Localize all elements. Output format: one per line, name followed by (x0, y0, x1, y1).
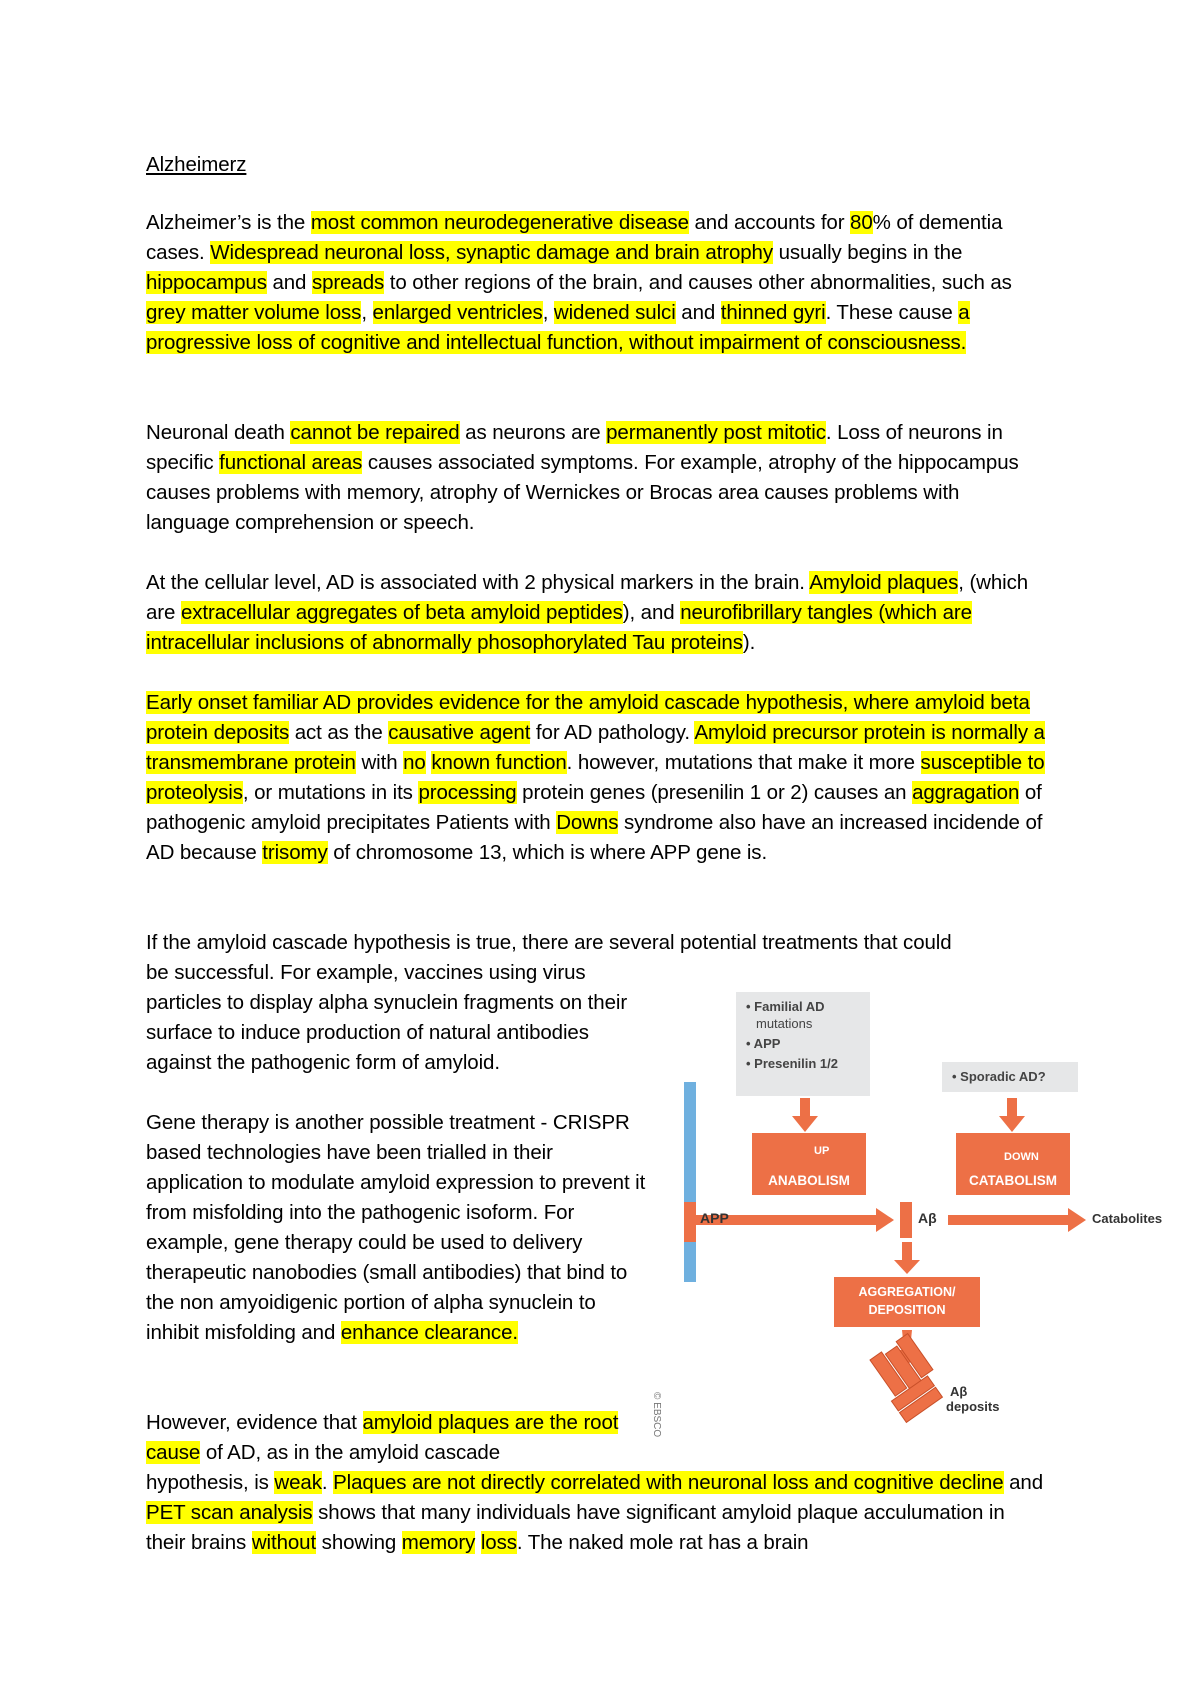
text-run: Gene therapy is another possible treatment - CRISPR based technologies have been trialled in their application to modulate amyloid expression to prevent it from misfolding into the pathogenic isoform. For example, gene therapy could be used to delivery therapeutic nanobodies (small antibodies) that bind to the non amyoidigenic portion of alpha synuclein to inhibit misfolding and (146, 1111, 646, 1344)
text-run: , (361, 301, 373, 324)
text-run: for AD pathology. (530, 721, 695, 744)
highlighted-text: 80 (850, 211, 873, 234)
paragraph-text (146, 1108, 646, 1348)
highlighted-text: causative agent (388, 721, 531, 744)
text-run: with (355, 751, 404, 774)
highlighted-text: Plaques are not directly correlated with neuronal loss and cognitive decline (333, 1471, 1004, 1494)
highlighted-text: no (403, 751, 426, 774)
highlighted-text: widened sulci (553, 301, 676, 324)
abeta-deposits-cluster (865, 1334, 949, 1423)
text-run: and (1003, 1471, 1044, 1494)
paragraph-text (146, 958, 646, 1078)
highlighted-text: a progressive loss of cognitive and intellectual function, without impairment of consciousness. (146, 301, 970, 354)
text-run: syndrome also have an increased incidende of AD because (146, 811, 1043, 864)
text-run: , (542, 301, 554, 324)
paragraph-text (146, 568, 1046, 658)
highlighted-text: grey matter volume loss (146, 301, 362, 324)
arrow-catabolites-shaft (948, 1215, 1068, 1225)
text-run: , (which are (146, 571, 1029, 624)
paragraph-early-onset (146, 688, 1046, 868)
highlighted-text: extracellular aggregates of beta amyloid peptides (180, 601, 623, 624)
paragraph-evidence-rest (146, 1468, 1046, 1558)
highlighted-text: loss (480, 1531, 517, 1554)
text-run: . however, mutations that make it more (566, 751, 921, 774)
paragraph-text (146, 208, 1046, 358)
copyright-label: © EBSCO (651, 1392, 662, 1438)
paragraph-intro (146, 208, 1046, 358)
text-run: and accounts for (688, 211, 851, 234)
text-run: as neurons are (459, 421, 607, 444)
highlighted-text: aggragation (912, 781, 1020, 804)
text-run: . (321, 1471, 334, 1494)
text-run: be successful. For example, vaccines using virus particles to display alpha synuclein fragments on their surface to induce production of natural antibodies against the pathogenic form of amyloid. (146, 961, 628, 1074)
highlighted-text: most common neurodegenerative disease (310, 211, 689, 234)
highlighted-text: enlarged ventricles (372, 301, 543, 324)
aggregation-deposition-box: AGGREGATION/ DEPOSITION (834, 1277, 980, 1327)
text-run: However, evidence that (146, 1411, 363, 1434)
text-run: of chromosome 13, which is where APP gene is. (327, 841, 768, 864)
text-run: showing (316, 1531, 402, 1554)
amyloid-cascade-figure (651, 990, 1190, 1438)
paragraph-text (146, 1468, 1046, 1558)
highlighted-text: neurofibrillary tangles (which are intracellular inclusions of abnormally phosophorylated Tau proteins (146, 601, 972, 654)
text-run: protein genes (presenilin 1 or 2) causes an (516, 781, 913, 804)
highlighted-text: permanently post mitotic (606, 421, 826, 444)
highlighted-text: memory (401, 1531, 476, 1554)
highlighted-text: PET scan analysis (146, 1501, 313, 1524)
text-run: shows that many individuals have significant amyloid plaque acculumation in their brains (146, 1501, 1005, 1554)
arrow-aggregation-shaft (902, 1242, 912, 1260)
paragraph-text-first-line: If the amyloid cascade hypothesis is true, there are several potential treatments that could (146, 931, 952, 954)
highlighted-text: Early onset familiar AD provides evidence for the amyloid cascade hypothesis, where amyloid beta protein deposits (146, 691, 1030, 744)
text-run: , or mutations in its (242, 781, 419, 804)
text-run: and (266, 271, 312, 294)
highlighted-text: Amyloid precursor protein is normally a transmembrane protein (146, 721, 1045, 774)
text-run: of AD, as in the amyloid cascade (200, 1441, 501, 1464)
arrow-sporadic-shaft (1007, 1098, 1017, 1116)
text-run: At the cellular level, AD is associated with 2 physical markers in the brain. (146, 571, 810, 594)
paragraph-treatments (146, 928, 1046, 958)
highlighted-text: thinned gyri (720, 301, 826, 324)
catabolism-box: DOWN CATABOLISM (956, 1133, 1070, 1195)
document-title: Alzheimerz (146, 153, 247, 176)
highlighted-text: processing (418, 781, 517, 804)
highlighted-text: weak (274, 1471, 322, 1494)
highlighted-text: without (251, 1531, 317, 1554)
app-segment (684, 1202, 696, 1242)
highlighted-text: enhance clearance. (340, 1321, 518, 1344)
text-run: . Loss of neurons in specific (146, 421, 1003, 474)
text-run: causes associated symptoms. For example, atrophy of the hippocampus causes problems with memory, atrophy of Wernickes or Brocas area causes problems with language comprehension or speech. (146, 451, 1019, 534)
text-run: . The naked mole rat has a brain (516, 1531, 809, 1554)
membrane-bar (684, 1082, 696, 1282)
highlighted-text: functional areas (219, 451, 363, 474)
paragraph-evidence-start (146, 1408, 646, 1468)
paragraph-gene-therapy (146, 1108, 646, 1348)
app-label: APP (700, 1210, 729, 1226)
paragraph-text (146, 1408, 646, 1468)
arrow-catabolites-head (1068, 1208, 1086, 1232)
text-run: Alzheimer’s is the (146, 211, 311, 234)
highlighted-text: cannot be repaired (290, 421, 460, 444)
text-run: usually begins in the (773, 241, 963, 264)
text-run: Neuronal death (146, 421, 291, 444)
highlighted-text: spreads (311, 271, 385, 294)
paragraph-text (146, 418, 1046, 538)
arrow-aggregation-head (894, 1260, 920, 1274)
highlighted-text: known function (431, 751, 567, 774)
abeta-label: Aβ (918, 1210, 937, 1226)
paragraph-neuronal-death (146, 418, 1046, 538)
catabolites-label: Catabolites (1092, 1211, 1163, 1226)
text-run: to other regions of the brain, and causes other abnormalities, such as (384, 271, 1012, 294)
text-run: and (675, 301, 721, 324)
highlighted-text: Widespread neuronal loss, synaptic damage and brain atrophy (210, 241, 773, 264)
sporadic-ad-box: • Sporadic AD? (942, 1062, 1078, 1092)
paragraph-text (146, 688, 1046, 868)
familial-ad-box: • Familial AD mutations • APP • Presenilin 1/2 (736, 992, 870, 1096)
anabolism-box: UP ANABOLISM (752, 1133, 866, 1195)
paragraph-treatments-wrapped (146, 958, 646, 1078)
abeta-deposits-label: Aβ deposits (946, 1384, 1000, 1414)
text-run: ), and (622, 601, 681, 624)
arrow-sporadic-head (999, 1116, 1025, 1132)
text-run: . These cause (825, 301, 959, 324)
highlighted-text: Downs (556, 811, 619, 834)
highlighted-text: trisomy (262, 841, 328, 864)
text-run: % of dementia cases. (146, 211, 1003, 264)
text-run: act as the (289, 721, 389, 744)
text-run: hypothesis, is (146, 1471, 275, 1494)
text-run: ). (742, 631, 756, 654)
highlighted-text: Amyloid plaques (809, 571, 959, 594)
text-run: of pathogenic amyloid precipitates Patients with (146, 781, 1042, 834)
highlighted-text: amyloid plaques are the root cause (146, 1411, 619, 1464)
arrow-familial-head (792, 1116, 818, 1132)
text-run (475, 1531, 481, 1554)
highlighted-text: susceptible to proteolysis (146, 751, 1045, 804)
arrow-app-head (876, 1208, 894, 1232)
paragraph-cellular-level (146, 568, 1046, 658)
highlighted-text: hippocampus (146, 271, 267, 294)
abeta-block (900, 1202, 912, 1238)
arrow-familial-shaft (800, 1098, 810, 1116)
